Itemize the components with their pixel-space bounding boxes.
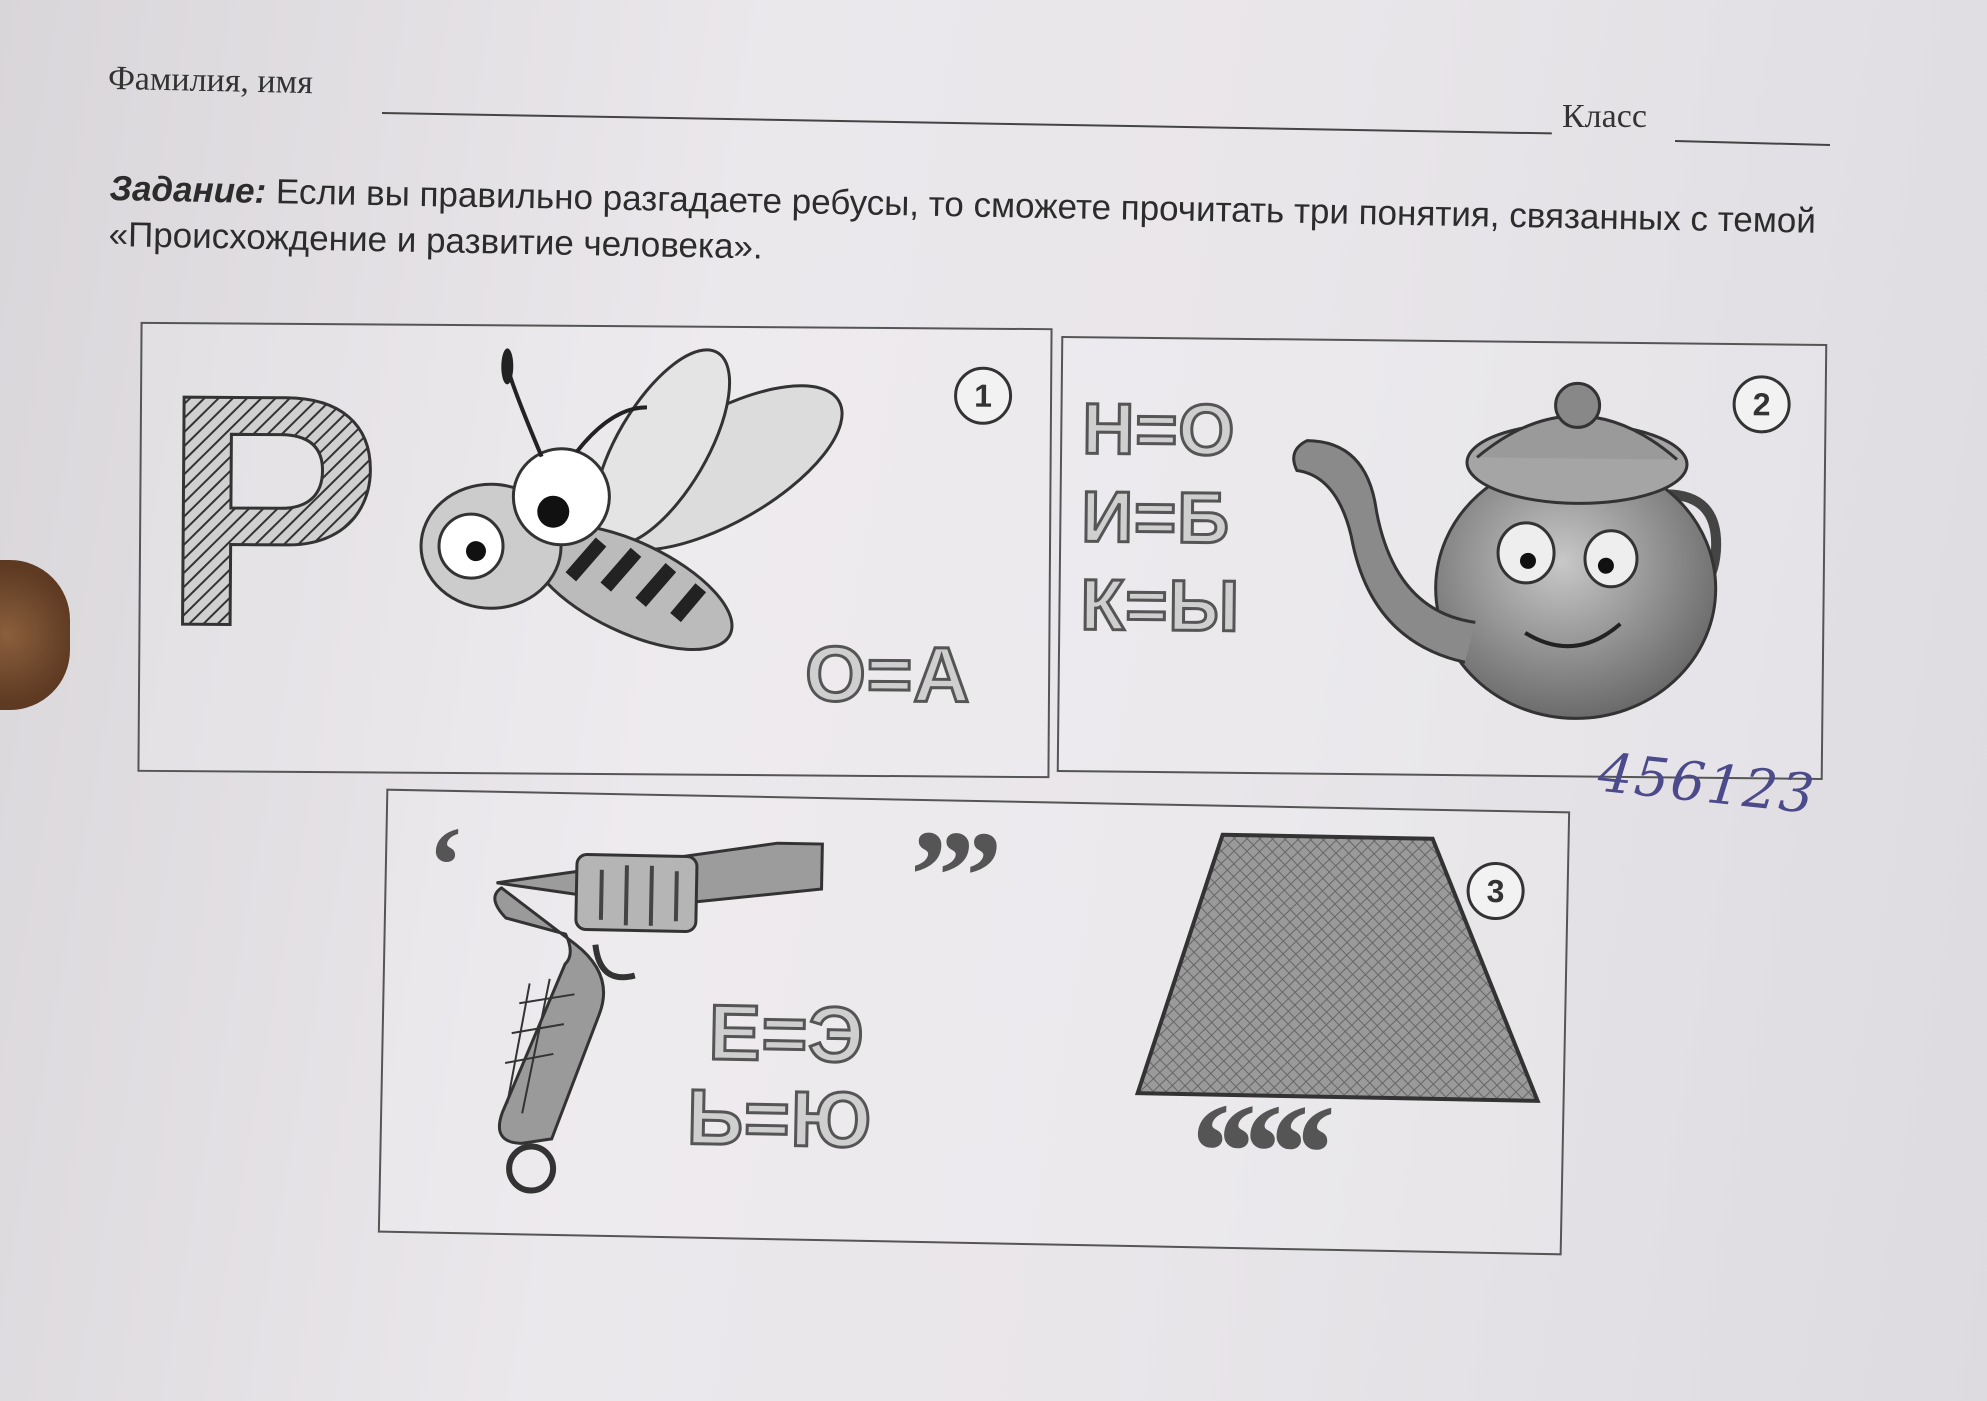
bottom-quotes: ‘‘‘‘‘ <box>1185 1074 1330 1232</box>
left-quote: ‘ <box>425 803 465 927</box>
rebus-panel-3 <box>378 789 1570 1256</box>
svg-text:Р: Р <box>159 324 383 696</box>
rebus-rule: И=Б <box>1080 477 1231 559</box>
wasp-icon <box>390 346 832 699</box>
task-label: Задание: <box>109 168 267 212</box>
rebus-panel-1 <box>137 322 1052 778</box>
rebus-number-badge: 3 <box>1466 861 1525 920</box>
name-line <box>382 112 1552 134</box>
handwritten-number: 456123 <box>1595 740 1819 827</box>
rebus-number-badge: 2 <box>1732 375 1791 434</box>
class-label: Класс <box>1562 98 1647 135</box>
rebus-rule: К=Ы <box>1080 565 1241 647</box>
rebus-rule: Е=Э <box>707 987 866 1079</box>
rebus-rule: Н=О <box>1081 389 1236 471</box>
rebus-number-badge: 1 <box>954 367 1012 425</box>
rebus-panel-2 <box>1057 336 1828 780</box>
class-line <box>1675 140 1830 146</box>
name-label: Фамилия, имя <box>107 59 314 102</box>
task-body: Если вы правильно разгадаете ребусы, то сможете прочитать три понятия, связанных с темой «Происхождение и развитие человека». <box>108 172 1817 267</box>
task-text <box>108 166 1849 291</box>
striped-letter-r <box>159 324 383 696</box>
right-quotes: ’’’ <box>905 803 1001 950</box>
teapot-icon <box>1274 360 1738 745</box>
rebus-rule: О=А <box>804 629 972 719</box>
finger <box>0 560 70 710</box>
rebus-rule: Ь=Ю <box>686 1072 874 1165</box>
